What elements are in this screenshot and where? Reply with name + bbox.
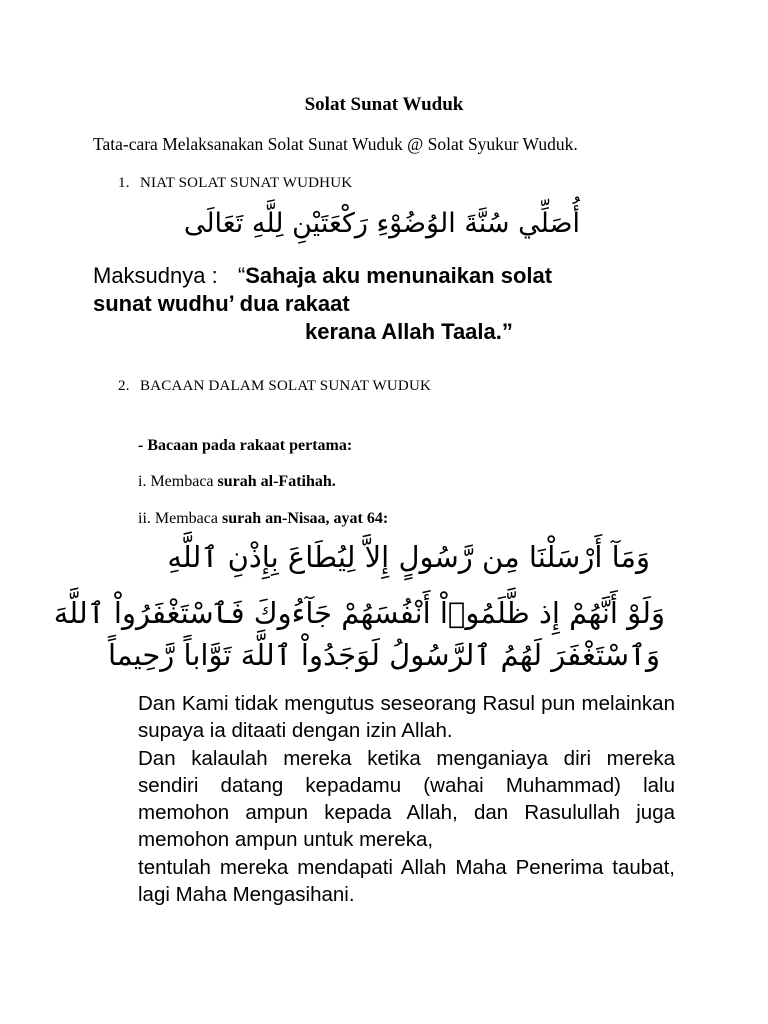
reading-2-prefix: ii. Membaca: [138, 510, 222, 527]
translation-paragraph-1: Dan Kami tidak mengutus seseorang Rasul pun melainkan supaya ia ditaati dengan izin Allah.: [138, 692, 675, 743]
meaning-line-1: [93, 262, 552, 290]
ayat-arabic-line-2: وَلَوْ أَنَّهُمْ إِذ ظَّلَمُوۤاْ أَنْفُسَهُمْ جَآءُوكَ فَٱسْتَغْفَرُواْ ٱللَّهَ: [53, 596, 665, 630]
section-2-heading: [118, 378, 431, 395]
meaning-text-1: Sahaja aku menunaikan solat: [245, 263, 553, 288]
niat-arabic-text: أُصَلِّي سُنَّةَ الوُضُوْءِ رَكْعَتَيْنِ لِلَّهِ تَعَالَى: [183, 208, 580, 239]
rakaat-heading: - Bacaan pada rakaat pertama:: [138, 437, 353, 454]
meaning-line-3: [93, 318, 552, 346]
section-1-number: 1.: [118, 175, 130, 191]
section-2-number: 2.: [118, 378, 130, 394]
page-title: Solat Sunat Wuduk: [304, 94, 464, 115]
reading-item-1: [138, 473, 336, 491]
reading-1-surah: surah al-Fatihah.: [217, 473, 336, 490]
translation-paragraph-3: tentulah mereka mendapati Allah Maha Penerima taubat, lagi Maha Mengasihani.: [138, 855, 675, 907]
meaning-text-3: kerana Allah Taala.”: [305, 319, 513, 344]
section-1-heading: [118, 175, 352, 192]
reading-1-prefix: i. Membaca: [138, 473, 218, 490]
niat-meaning: [93, 262, 552, 346]
ayat-translation: [138, 690, 675, 908]
reading-item-2: [138, 510, 388, 528]
ayat-arabic-line-3: وَٱسْتَغْفَرَ لَهُمُ ٱلرَّسُولُ لَوَجَدُواْ ٱللَّهَ تَوَّاباً رَّحِيماً: [107, 638, 660, 672]
ayat-arabic-line-1: وَمَآ أَرْسَلْنَا مِن رَّسُولٍ إِلاَّ لِيُطَاعَ بِإِذْنِ ٱللَّهِ: [167, 540, 650, 574]
section-1-title: NIAT SOLAT SUNAT WUDHUK: [140, 175, 353, 191]
section-2-title: BACAAN DALAM SOLAT SUNAT WUDUK: [140, 378, 432, 394]
meaning-open-quote: “: [237, 263, 246, 288]
page-subtitle: Tata-cara Melaksanakan Solat Sunat Wuduk @ Solat Syukur Wuduk.: [93, 134, 578, 154]
translation-paragraph-2: Dan kalaulah mereka ketika menganiaya diri mereka sendiri datang kepadamu (wahai Muhammad) lalu memohon ampun kepada Allah, dan Rasulullah juga memohon ampun untuk mereka,: [138, 746, 675, 852]
reading-2-surah: surah an-Nisaa, ayat 64:: [221, 510, 389, 527]
meaning-label: Maksudnya :: [93, 263, 218, 288]
meaning-text-2: sunat wudhu’ dua rakaat: [93, 291, 350, 316]
meaning-line-2: [93, 290, 552, 318]
